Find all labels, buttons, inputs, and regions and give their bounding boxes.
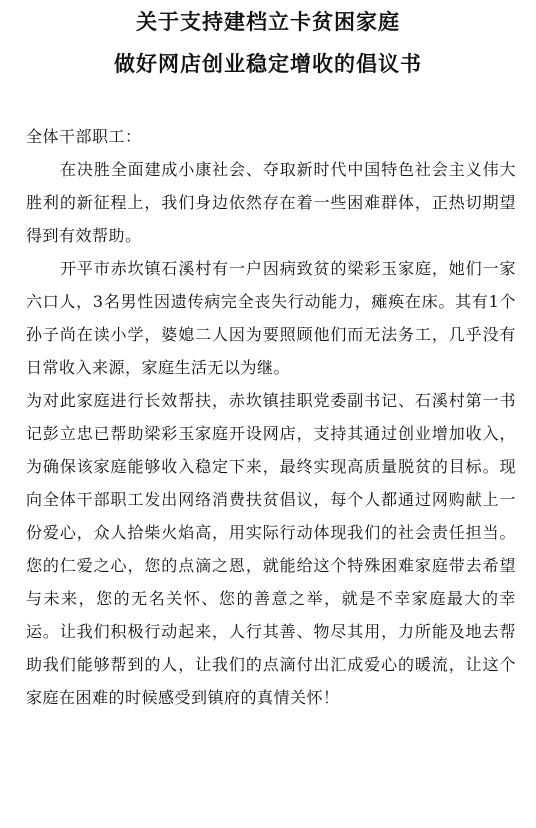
document-body: [26, 120, 516, 714]
paragraph-2: 开平市赤坎镇石溪村有一户因病致贫的梁彩玉家庭，她们一家六口人，3名男性因遗传病完全丧失行动能力，瘫痪在床。其有1个孙子尚在读小学，婆媳二人因为要照顾他们而无法务工，几乎没有日常收入来源，家庭生活无以为继。: [26, 259, 516, 377]
paragraph-3: 为对此家庭进行长效帮扶，赤坎镇挂职党委副书记、石溪村第一书记彭立忠已帮助梁彩玉家庭开设网店，支持其通过创业增加收入，为确保该家庭能够收入稳定下来，最终实现高质量脱贫的目标。现向全体干部职工发出网络消费扶贫倡议，每个人都通过网购献上一份爱心，众人拾柴火焰高，用实际行动体现我们的社会责任担当。您的仁爱之心，您的点滴之恩，就能给这个特殊困难家庭带去希望与未来，您的无名关怀、您的善意之举，就是不幸家庭最大的幸运。让我们积极行动起来，人行其善、物尽其用，力所能及地去帮助我们能够帮到的人，让我们的点滴付出汇成爱心的暖流，让这个家庭在困难的时候感受到镇府的真情关怀！: [26, 391, 516, 707]
document-title-line-1: 关于支持建档立卡贫困家庭: [136, 10, 400, 34]
paragraph-1: 在决胜全面建成小康社会、夺取新时代中国特色社会主义伟大胜利的新征程上，我们身边依然存在着一些困难群体，正热切期望得到有效帮助。: [26, 160, 516, 245]
salutation: 全体干部职工：: [26, 127, 142, 146]
document-title-line-2: 做好网店创业稳定增收的倡议书: [114, 52, 422, 76]
